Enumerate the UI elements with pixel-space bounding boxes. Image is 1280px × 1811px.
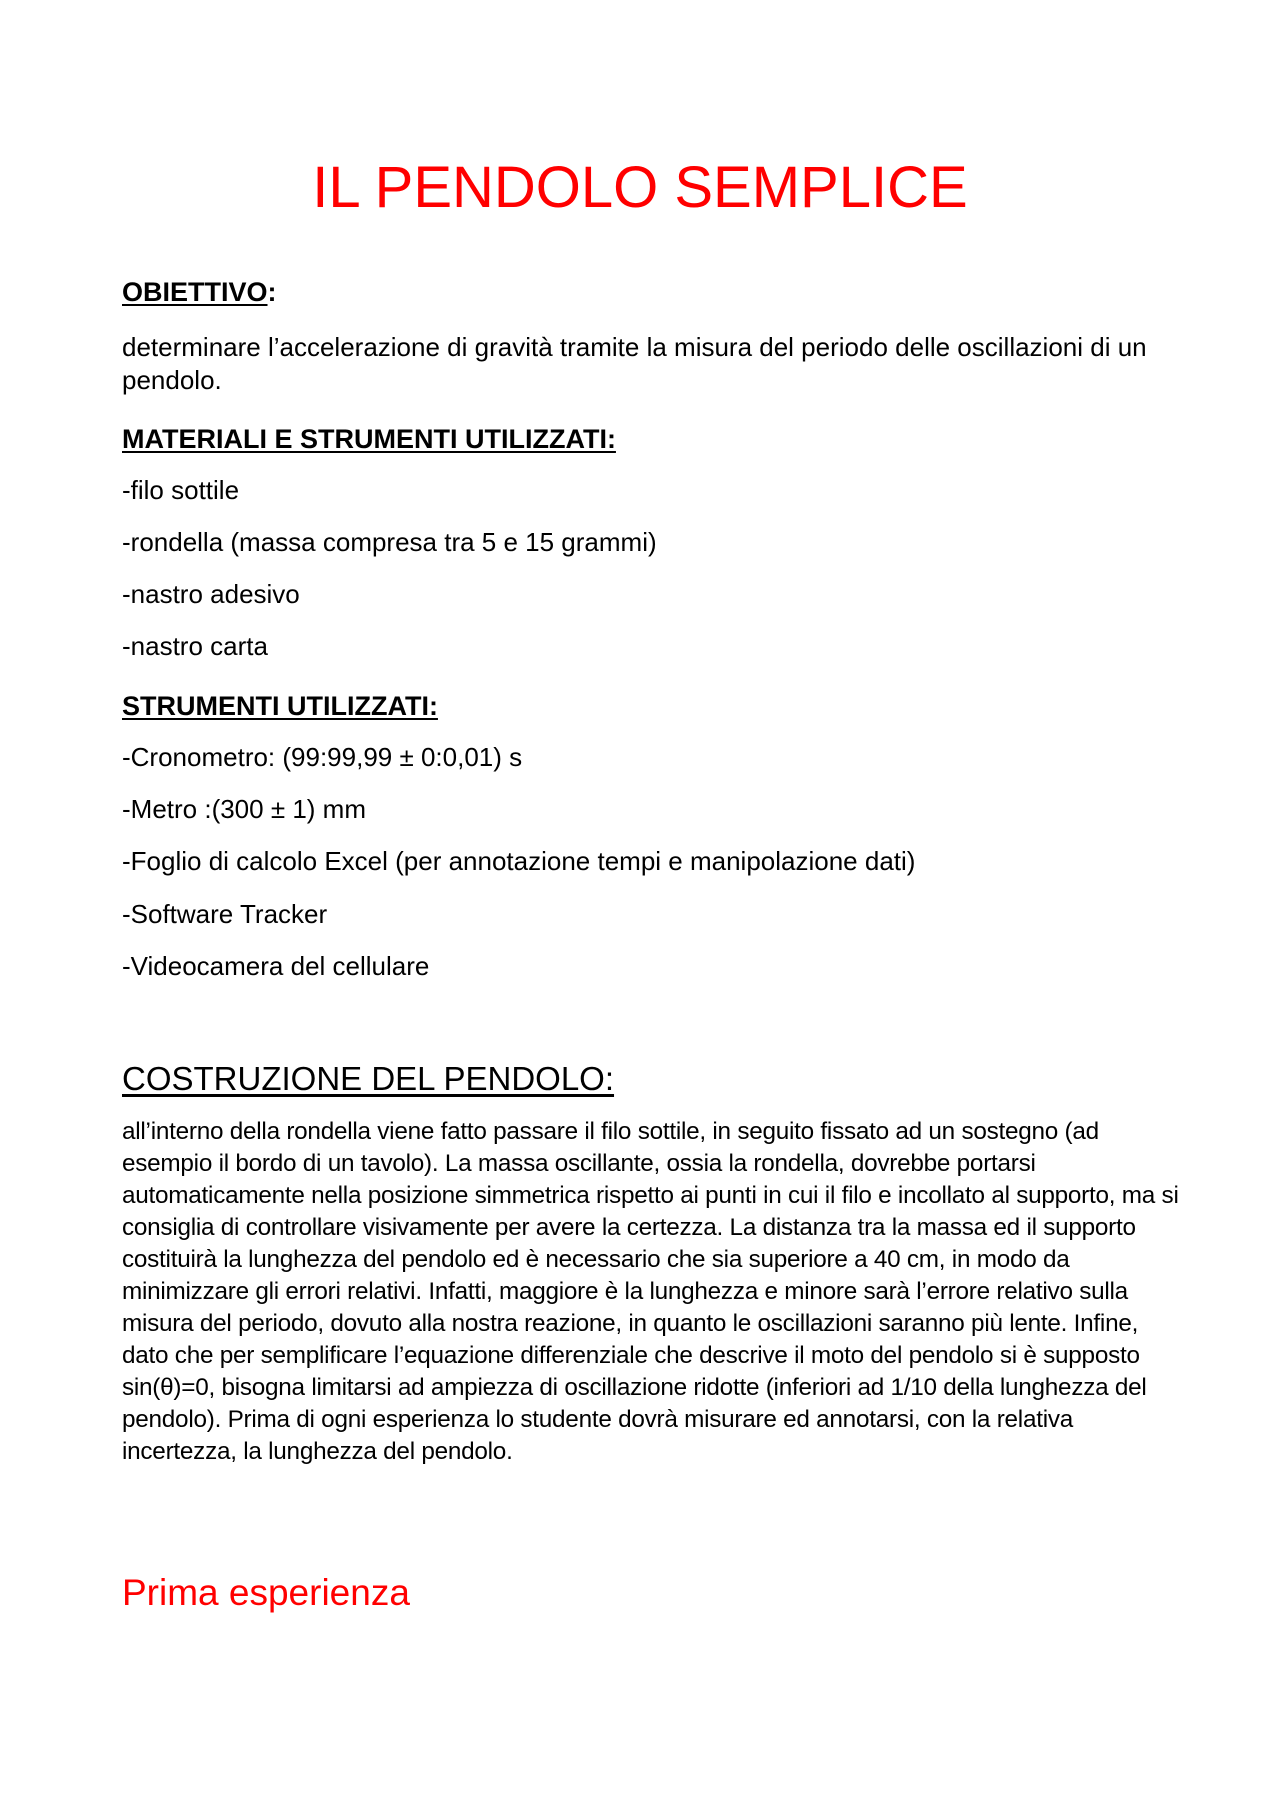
materials-item: -nastro carta [122,631,268,661]
instruments-heading-label: STRUMENTI UTILIZZATI: [122,691,438,721]
objective-heading [122,275,277,309]
objective-heading-colon: : [267,277,277,307]
materials-item: -rondella (massa compresa tra 5 e 15 grammi) [122,527,657,557]
objective-text: determinare l’accelerazione di gravità tramite la misura del periodo delle oscillazioni di un pendolo. [122,332,1147,395]
instruments-item: -Metro :(300 ± 1) mm [122,794,366,824]
instruments-heading [122,689,438,723]
instruments-item: -Foglio di calcolo Excel (per annotazione tempi e manipolazione dati) [122,846,916,876]
materials-item: -filo sottile [122,475,240,505]
materials-item: -nastro adesivo [122,579,300,609]
materials-heading-label: MATERIALI E STRUMENTI UTILIZZATI: [122,424,616,454]
materials-heading [122,422,616,456]
construction-heading: COSTRUZIONE DEL PENDOLO: [122,1060,615,1097]
instruments-item: -Software Tracker [122,899,328,929]
first-experience-heading: Prima esperienza [122,1572,410,1613]
instruments-item: -Cronometro: (99:99,99 ± 0:0,01) s [122,742,523,772]
construction-text: all’interno della rondella viene fatto passare il filo sottile, in seguito fissato ad un sostegno (ad esempio il bordo di un tavolo). La massa oscillante, ossia la rondella, dovrebbe portarsi automaticamente nella posizione simmetrica rispetto ai punti in cui il filo e incollato al supporto, ma si consiglia di controllare visivamente per avere la certezza. La distanza tra la massa ed il supporto costituirà la lunghezza del pendolo ed è necessario che sia superiore a 40 cm, in modo da minimizzare gli errori relativi. Infatti, maggiore è la lunghezza e minore sarà l’errore relativo sulla misura del periodo, dovuto alla nostra reazione, in quanto le oscillazioni saranno più lente. Infine, dato che per semplificare l’equazione differenziale che descrive il moto del pendolo si è supposto sin(θ)=0, bisogna limitarsi ad ampiezza di oscillazione ridotte (inferiori ad 1/10 della lunghezza del pendolo). Prima di ogni esperienza lo studente dovrà misurare ed annotarsi, con la relativa incertezza, la lunghezza del pendolo. [122,1118,1179,1465]
objective-heading-label: OBIETTIVO [122,277,268,307]
document-title: IL PENDOLO SEMPLICE [312,155,968,220]
instruments-item: -Videocamera del cellulare [122,951,430,981]
